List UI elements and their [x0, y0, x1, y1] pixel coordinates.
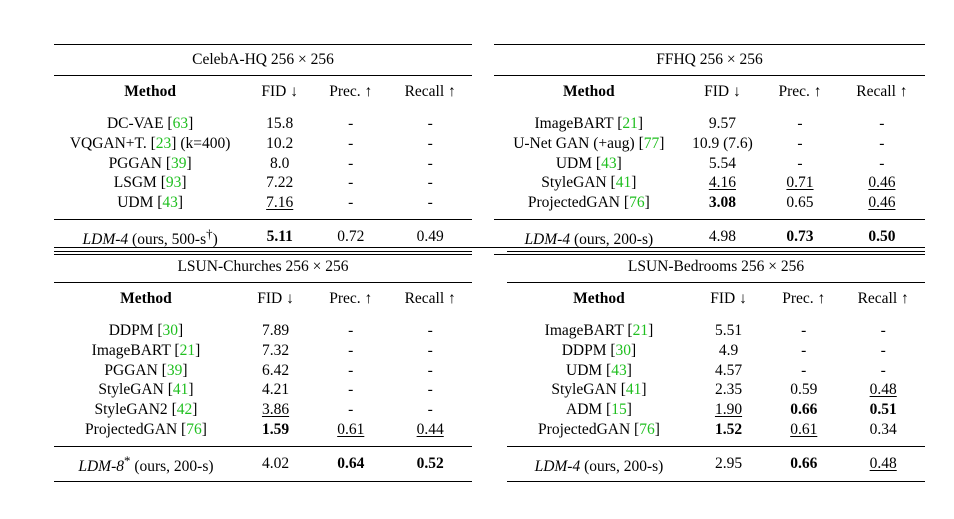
- citation: 41: [615, 174, 632, 192]
- method-cell: ProjectedGAN [76]: [527, 194, 650, 212]
- method-name: StyleGAN2: [94, 401, 168, 419]
- churches-table: [54, 251, 472, 482]
- table-row: [54, 173, 472, 193]
- citation: 21: [622, 115, 638, 132]
- prec-cell: 0.65: [786, 194, 814, 212]
- celeba-table: [54, 44, 472, 255]
- recall-cell: -: [427, 194, 433, 212]
- table-row: [507, 361, 925, 381]
- method-name: PGGAN: [108, 154, 162, 172]
- fid-cell: 7.89: [261, 322, 290, 339]
- recall-cell: 0.51: [869, 401, 897, 419]
- method-cell: DDPM [30]: [561, 341, 637, 359]
- prec-cell: -: [797, 154, 803, 172]
- method-cell: PGGAN [39]: [108, 154, 192, 172]
- recall-header: Recall ↑: [404, 83, 456, 101]
- prec-cell: -: [348, 194, 354, 212]
- prec-header: Prec. ↑: [782, 290, 826, 308]
- table-row: [54, 108, 472, 134]
- prec-cell: -: [348, 174, 354, 192]
- prec-cell: 0.61: [790, 420, 818, 438]
- ours-recall: 0.48: [869, 454, 897, 472]
- method-cell: ImageBART [21]: [544, 322, 654, 339]
- method-cell: UDM [43]: [566, 361, 632, 379]
- recall-cell: -: [427, 134, 433, 152]
- recall-cell: 0.44: [416, 420, 444, 438]
- fid-cell: 15.8: [266, 115, 294, 132]
- fid-cell: 4.21: [261, 381, 290, 399]
- method-name: VQGAN+T.: [69, 134, 147, 152]
- citation: 41: [172, 381, 189, 399]
- ours-recall: 0.52: [416, 454, 444, 472]
- table-row: [494, 108, 925, 134]
- table-row: [54, 315, 472, 341]
- table-row: [507, 400, 925, 420]
- table-title: LSUN-Bedrooms 256 × 256: [627, 258, 805, 276]
- method-cell: ProjectedGAN [76]: [85, 420, 207, 438]
- fid-header: FID ↓: [704, 83, 741, 101]
- table-row: [54, 134, 472, 154]
- recall-cell: 0.34: [869, 420, 897, 438]
- table-row: [507, 341, 925, 361]
- method-cell: DC-VAE [63]: [106, 115, 194, 132]
- method-name: PGGAN: [104, 361, 158, 379]
- table-title: LSUN-Churches 256 × 256: [177, 258, 349, 276]
- recall-cell: -: [427, 322, 433, 339]
- fid-cell: 5.51: [714, 322, 743, 339]
- ours-fid: 2.95: [714, 454, 743, 472]
- method-cell: UDM [43]: [117, 194, 184, 212]
- prec-cell: 0.66: [790, 401, 818, 419]
- method-name: StyleGAN: [98, 381, 164, 399]
- ours-fid: 4.02: [261, 454, 290, 472]
- citation: 43: [601, 154, 617, 172]
- ours-recall: 0.50: [868, 228, 896, 246]
- table-row: [54, 361, 472, 381]
- prec-cell: -: [797, 134, 803, 152]
- method-cell: PGGAN [39]: [104, 361, 188, 379]
- method-header: Method: [124, 83, 176, 101]
- fid-cell: 1.59: [261, 420, 290, 438]
- method-name: ImageBART: [534, 115, 614, 132]
- citation: 42: [176, 401, 193, 419]
- method-name: UDM: [117, 194, 154, 212]
- citation: 30: [162, 322, 179, 339]
- table-row: [54, 193, 472, 219]
- fid-header: FID ↓: [261, 83, 298, 101]
- prec-cell: 0.71: [786, 174, 814, 192]
- fid-cell: 7.22: [266, 174, 294, 192]
- method-cell: ImageBART [21]: [534, 115, 644, 132]
- citation: 76: [186, 420, 202, 438]
- recall-cell: -: [427, 361, 433, 379]
- ours-method: LDM-4 (ours, 200-s): [534, 457, 664, 475]
- method-name: ImageBART: [544, 322, 624, 339]
- fid-cell: 4.16: [708, 174, 736, 192]
- method-name: DDPM: [561, 341, 607, 359]
- method-cell: U-Net GAN (+aug) [77]: [513, 134, 665, 152]
- method-name: ProjectedGAN: [527, 194, 621, 212]
- table-row: [54, 154, 472, 174]
- method-header: Method: [562, 83, 615, 101]
- prec-cell: -: [348, 115, 354, 132]
- fid-header: FID ↓: [710, 290, 747, 308]
- prec-cell: -: [801, 322, 807, 339]
- citation: 93: [165, 174, 182, 192]
- prec-cell: -: [348, 341, 354, 359]
- method-name: StyleGAN: [551, 381, 617, 399]
- ours-prec: 0.66: [790, 454, 818, 472]
- table-row: [494, 193, 925, 219]
- table-title: FFHQ 256 × 256: [656, 51, 763, 69]
- fid-cell: 8.0: [270, 154, 290, 172]
- ours-method: LDM-8* (ours, 200-s): [78, 452, 214, 475]
- citation: 77: [643, 134, 660, 152]
- fid-cell: 10.2: [266, 134, 294, 152]
- citation: 21: [179, 341, 196, 359]
- fid-cell: 2.35: [714, 381, 743, 399]
- fid-cell: 7.32: [261, 341, 290, 359]
- ours-prec: 0.72: [337, 228, 365, 246]
- prec-cell: -: [801, 361, 807, 379]
- recall-header: Recall ↑: [856, 83, 908, 101]
- recall-cell: -: [427, 401, 433, 419]
- table-row: [54, 341, 472, 361]
- citation: 15: [611, 401, 627, 419]
- method-name: DC-VAE: [106, 115, 164, 132]
- method-cell: DDPM [30]: [108, 322, 184, 339]
- fid-cell: 1.90: [714, 401, 743, 419]
- ours-prec: 0.73: [786, 228, 814, 246]
- bedrooms-table: [507, 251, 925, 482]
- citation: 76: [639, 420, 655, 438]
- recall-cell: -: [427, 154, 433, 172]
- citation: 39: [166, 361, 183, 379]
- ours-method: LDM-4 (ours, 200-s): [524, 231, 654, 249]
- recall-cell: 0.46: [868, 194, 896, 212]
- prec-cell: -: [797, 115, 803, 132]
- method-header: Method: [573, 290, 625, 308]
- table-row: [54, 420, 472, 446]
- method-suffix: (k=400): [176, 134, 231, 152]
- citation: 30: [615, 341, 632, 359]
- recall-cell: -: [427, 341, 433, 359]
- ours-method: LDM-4 (ours, 500-s†): [82, 226, 218, 249]
- method-name: UDM: [566, 361, 603, 379]
- fid-cell: 10.9 (7.6): [692, 134, 753, 152]
- ours-prec: 0.64: [337, 454, 365, 472]
- method-name: UDM: [555, 154, 593, 172]
- fid-cell: 4.9: [718, 341, 739, 359]
- table-row: [507, 315, 925, 341]
- fid-cell: 6.42: [261, 361, 290, 379]
- method-name: U-Net GAN (+aug): [513, 134, 635, 152]
- method-cell: LSGM [93]: [113, 174, 187, 192]
- prec-cell: 0.59: [790, 381, 818, 399]
- prec-cell: -: [801, 341, 807, 359]
- prec-cell: -: [348, 154, 354, 172]
- recall-header: Recall ↑: [404, 290, 456, 308]
- citation: 21: [632, 322, 649, 339]
- method-name: ProjectedGAN: [538, 420, 631, 438]
- ffhq-table: [494, 44, 925, 255]
- prec-cell: -: [348, 361, 354, 379]
- table-row: [507, 420, 925, 446]
- table-row: [494, 154, 925, 174]
- ours-fid: 5.11: [266, 228, 293, 246]
- method-cell: StyleGAN2 [42]: [94, 401, 198, 419]
- fid-cell: 1.52: [714, 420, 743, 438]
- prec-cell: -: [348, 401, 354, 419]
- table-row: [54, 400, 472, 420]
- recall-cell: -: [879, 154, 885, 172]
- method-cell: UDM [43]: [555, 154, 622, 172]
- prec-cell: -: [348, 134, 354, 152]
- method-cell: ProjectedGAN [76]: [538, 420, 660, 438]
- citation: 43: [162, 194, 178, 212]
- method-header: Method: [120, 290, 172, 308]
- recall-cell: -: [880, 361, 886, 379]
- table-title: CelebA-HQ 256 × 256: [192, 51, 334, 69]
- recall-cell: -: [427, 174, 433, 192]
- prec-header: Prec. ↑: [329, 83, 373, 101]
- citation: 43: [611, 361, 627, 379]
- table-row: [507, 380, 925, 400]
- citation: 23: [155, 134, 172, 152]
- ours-fid: 4.98: [708, 228, 736, 246]
- citation: 39: [171, 154, 187, 172]
- prec-cell: 0.61: [337, 420, 365, 438]
- method-name: DDPM: [108, 322, 154, 339]
- prec-header: Prec. ↑: [329, 290, 373, 308]
- prec-cell: -: [348, 322, 354, 339]
- method-cell: StyleGAN [41]: [551, 381, 647, 399]
- fid-header: FID ↓: [257, 290, 294, 308]
- method-cell: StyleGAN [41]: [541, 174, 637, 192]
- recall-cell: -: [880, 322, 886, 339]
- method-name: ADM: [566, 401, 603, 419]
- recall-cell: -: [427, 115, 433, 132]
- double-rule: [54, 247, 925, 248]
- citation: 41: [625, 381, 642, 399]
- fid-cell: 3.08: [708, 194, 736, 212]
- method-name: ProjectedGAN: [85, 420, 178, 438]
- method-name: LSGM: [113, 174, 157, 192]
- method-cell: StyleGAN [41]: [98, 381, 194, 399]
- fid-cell: 9.57: [708, 115, 736, 132]
- prec-header: Prec. ↑: [778, 83, 822, 101]
- recall-cell: -: [427, 381, 433, 399]
- fid-cell: 5.54: [708, 154, 736, 172]
- method-name: StyleGAN: [541, 174, 607, 192]
- recall-cell: 0.48: [869, 381, 897, 399]
- fid-cell: 3.86: [261, 401, 290, 419]
- recall-header: Recall ↑: [857, 290, 909, 308]
- table-row: [494, 134, 925, 154]
- citation: 76: [629, 194, 645, 212]
- fid-cell: 7.16: [266, 194, 294, 212]
- recall-cell: -: [880, 341, 886, 359]
- recall-cell: 0.46: [868, 174, 896, 192]
- recall-cell: -: [879, 115, 885, 132]
- fid-cell: 4.57: [714, 361, 743, 379]
- method-cell: VQGAN+T. [23] (k=400): [69, 134, 231, 152]
- method-cell: ImageBART [21]: [91, 341, 201, 359]
- ours-recall: 0.49: [416, 228, 444, 246]
- citation: 63: [172, 115, 189, 132]
- recall-cell: -: [879, 134, 885, 152]
- table-row: [494, 173, 925, 193]
- method-name: ImageBART: [91, 341, 171, 359]
- table-row: [54, 380, 472, 400]
- method-cell: ADM [15]: [566, 401, 632, 419]
- prec-cell: -: [348, 381, 354, 399]
